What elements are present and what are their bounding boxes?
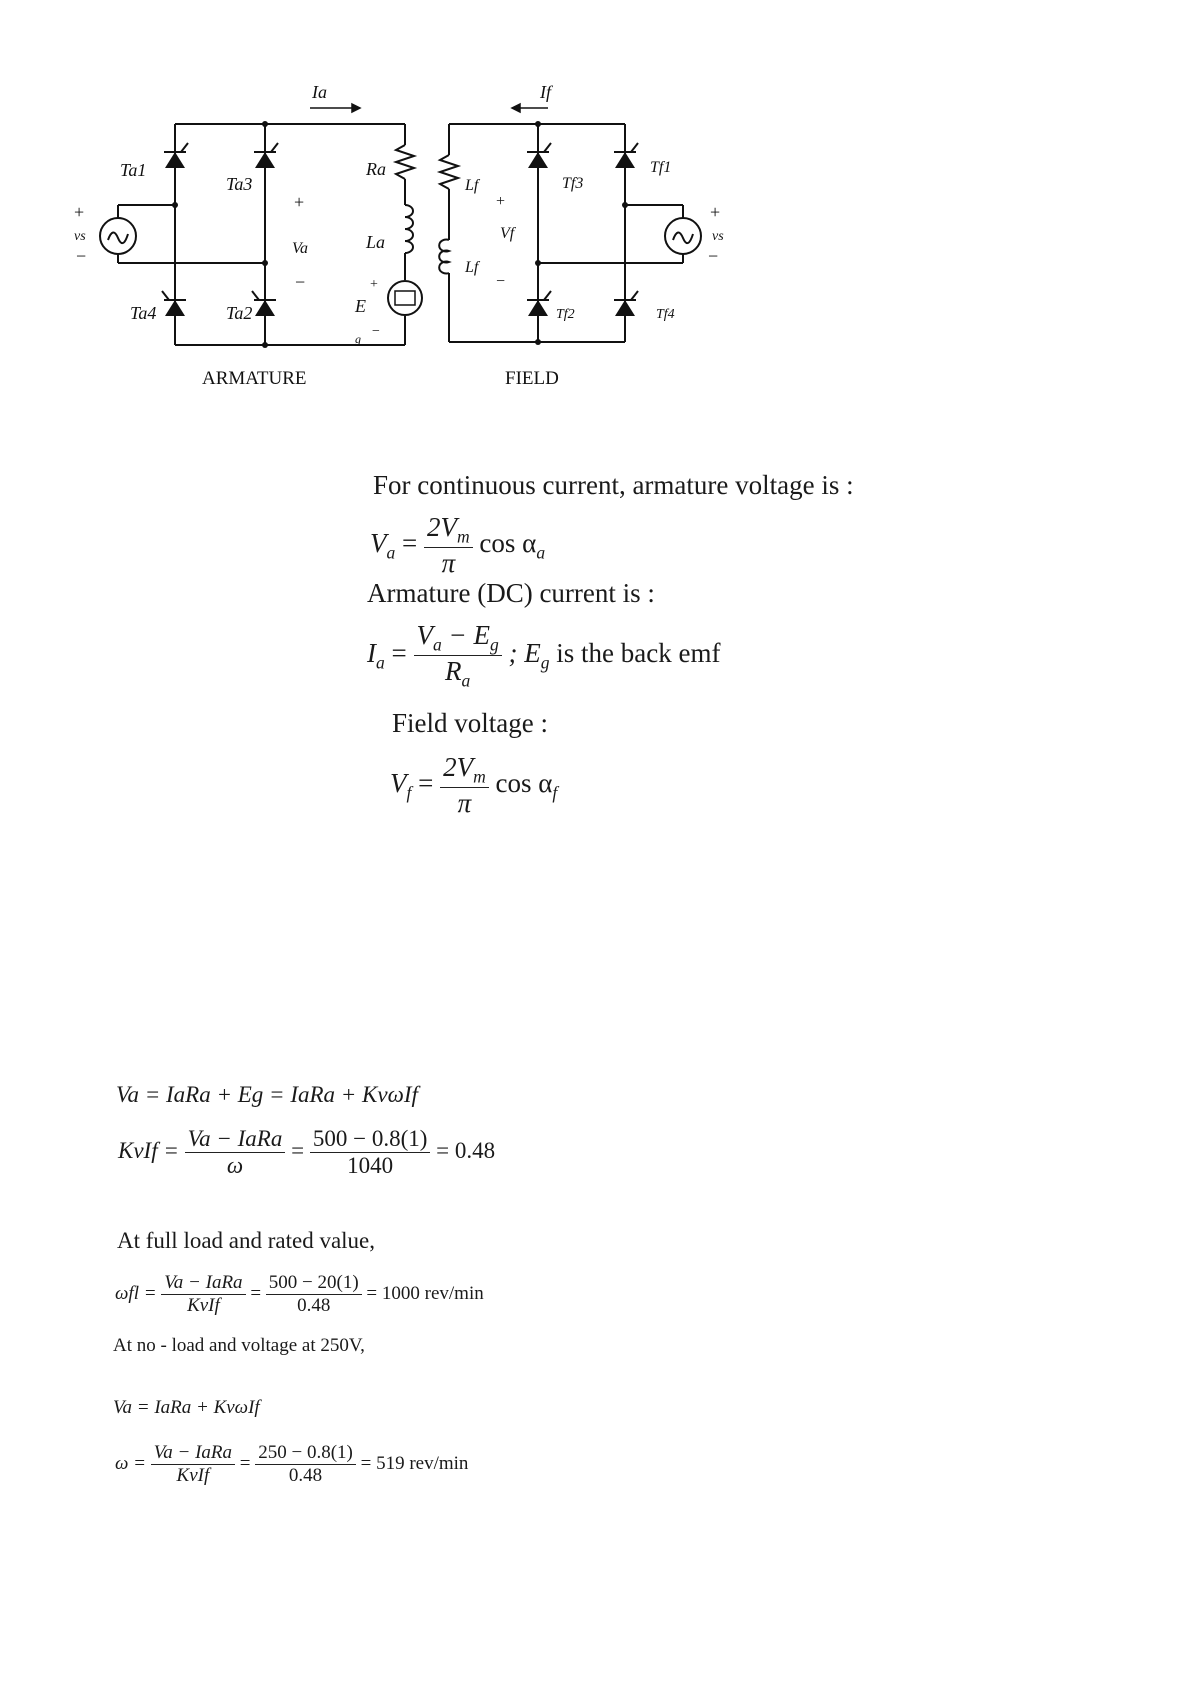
va-equation: $V_a$ = $\frac{2V_m}{\pi}$ $\cos \alpha_a$: [370, 512, 546, 579]
e-label: E: [355, 296, 366, 316]
kv-fraction-numeric: $\frac{500 - 0.8(1)}{1040}$: [310, 1126, 431, 1179]
tf3-label: Tf3: [562, 175, 584, 192]
ia-fraction: $\frac{V_a - E_g}{R_a}$: [414, 620, 502, 692]
vf-minus: −: [496, 273, 506, 290]
w-fraction-numeric: $\frac{250 - 0.8(1)}{0.48}$: [255, 1442, 356, 1487]
field-caption: FIELD: [505, 368, 559, 389]
wfl-equation: ωfl = $\frac{\text{Va − IaRa}}{\text{KvIf}}$ = $\frac{500 - 20(1)}{0.48}$ = 1000 rev/min: [115, 1272, 484, 1316]
tf2-label: Tf2: [556, 307, 575, 322]
ia-arrow: [310, 104, 360, 112]
wfl-fraction-numeric: $\frac{500 - 20(1)}{0.48}$: [266, 1272, 362, 1317]
g-label: g: [355, 332, 361, 346]
va-minus: −: [295, 272, 306, 292]
if-arrow: [512, 104, 548, 112]
vf-fraction: $\frac{2V_m}{\pi}$: [440, 752, 489, 819]
tf4-label: Tf4: [656, 307, 675, 322]
armature-source: [100, 218, 136, 254]
ra-label: Ra: [366, 159, 386, 179]
full-load-heading: At full load and rated value,: [117, 1228, 376, 1253]
vf-equation: $V_f$ = $\frac{2V_m}{\pi}$ $\cos \alpha_f$: [390, 752, 558, 819]
kv-equation: KvIf = $\frac{\text{Va − IaRa}}{\omega}$ = $\frac{500 - 0.8(1)}{1040}$ = 0.48: [118, 1126, 496, 1178]
voltage-balance-line: Va = IaRa + Eg = IaRa + KvωIf: [116, 1082, 418, 1107]
la-label: La: [366, 232, 386, 252]
kv-fraction-symbolic: $\frac{\text{Va − IaRa}}{\omega}$: [185, 1126, 286, 1179]
field-vs-minus: −: [708, 246, 719, 266]
section1-intro: For continuous current, armature voltage is :: [373, 470, 854, 500]
ta3-label: Ta3: [226, 174, 253, 194]
w-fraction-symbolic: $\frac{\text{Va − IaRa}}{\text{KvIf}}$: [151, 1442, 235, 1487]
va-fraction: $\frac{2V_m}{\pi}$: [424, 512, 473, 579]
ia-label: Ia: [312, 82, 327, 102]
armature-vs-label: vs: [74, 229, 86, 244]
va-label: Va: [292, 240, 308, 257]
field-vs-label: vs: [712, 229, 724, 244]
current-heading: Armature (DC) current is :: [367, 578, 655, 608]
vf-label: Vf: [500, 225, 515, 242]
lf-label-top: Lf: [465, 177, 479, 194]
armature-motor: [388, 281, 422, 315]
converter-circuit-diagram: [0, 0, 760, 400]
wfl-fraction-symbolic: $\frac{\text{Va − IaRa}}{\text{KvIf}}$: [161, 1272, 245, 1317]
lf-label-bottom: Lf: [465, 259, 479, 276]
w-equation: ω = $\frac{\text{Va − IaRa}}{\text{KvIf}}$ = $\frac{250 - 0.8(1)}{0.48}$ = 519 rev/min: [115, 1442, 469, 1486]
field-heading: Field voltage :: [392, 708, 548, 738]
armature-vs-plus: +: [74, 202, 85, 222]
va-plus: +: [294, 192, 305, 212]
ta2-label: Ta2: [226, 303, 253, 323]
tf1-label: Tf1: [650, 159, 672, 176]
motor-minus: −: [372, 324, 380, 339]
ta4-label: Ta4: [130, 303, 157, 323]
ia-equation: $I_a$ = $\frac{V_a - E_g}{R_a}$ ; $E_g$ is the back emf: [367, 620, 721, 691]
ta1-label: Ta1: [120, 160, 147, 180]
armature-vs-minus: −: [76, 246, 87, 266]
motor-plus: +: [370, 277, 378, 292]
no-load-heading: At no - load and voltage at 250V,: [113, 1335, 365, 1356]
armature-caption: ARMATURE: [202, 368, 307, 389]
vf-plus: +: [496, 193, 506, 210]
no-load-voltage-line: Va = IaRa + KvωIf: [113, 1397, 260, 1418]
field-vs-plus: +: [710, 202, 721, 222]
if-label: If: [540, 82, 551, 102]
field-source: [665, 218, 701, 254]
